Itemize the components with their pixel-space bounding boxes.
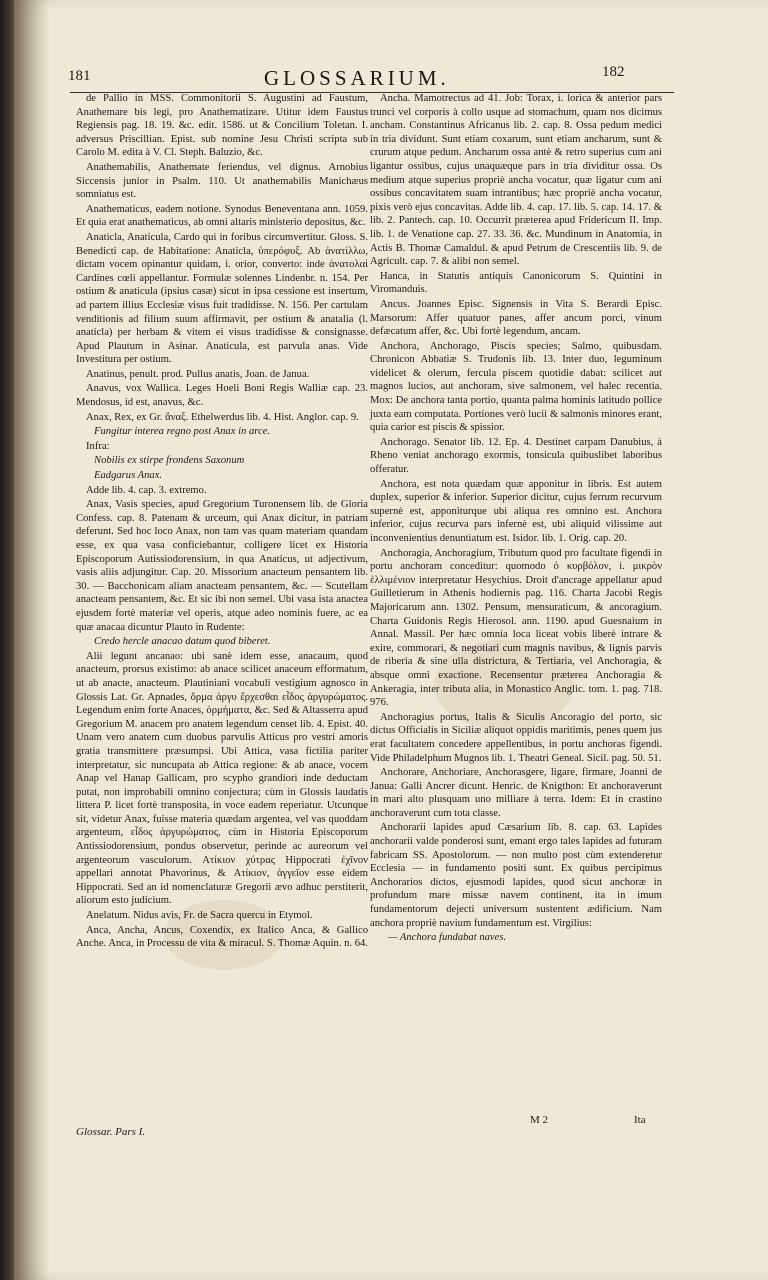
book-edge	[0, 0, 14, 1280]
glossary-paragraph: Anax, Vasis species, apud Gregorium Turonensem lib. de Gloria Confess. cap. 8. Patenam & urceum, qui Anax dicitur, in patriam deferunt. Sed hoc loco Anax, non tam vas quam materiam quandam esse, ex qua vasa conficiebantur, colligere licet ex Historia Episcoporum Autissiodorensium, in qua Anaticus, ut adjectivum, vasis aliis adjungitur. Cap. 20. Missorium anacteum pensantem lib. 30. — Bacchonicam aliam anacteam pensantem, &c. — Scutellam anacteam pensantem, &c. Et sic ibi non semel. Ubi vasa ista anactea ejusdem fortè materiæ vel operis, atque adeo nominis fuere, ac ea quæ anacaa dicuntur Plauto in Rudente:	[76, 499, 368, 633]
verse-line: Nobilis ex stirpe frondens Saxonum	[94, 455, 245, 467]
glossary-paragraph: Infra:	[86, 440, 110, 452]
glossary-paragraph: Anca, Ancha, Ancus, Coxendix, ex Italico Anca, & Gallico Anche. Anca, in Processu de vita & miracul. S. Thomæ Aquin. n. 64.	[76, 924, 368, 950]
signature-note: Glossar. Pars I.	[76, 1126, 146, 1138]
glossary-paragraph: Adde lib. 4. cap. 3. extremo.	[86, 484, 207, 496]
glossary-paragraph: Anchora, Anchorago, Piscis species; Salmo, quibusdam. Chronicon Abbatiæ S. Trudonis lib. 13. Inter duo, leguminum videlicet & olerum, fercula piscem quotidie dabat: scilicet aut magnos lucios, aut anchoram, sive salmonem, vel halec recentia. Mox: De anchora tanta portio, quanta palma hominis latitudo pollice juxta eam computata. Portiones verò lucii & salmonis minores erant, quia carior est piscis & spissior.	[370, 340, 662, 434]
page-footer	[14, 1112, 768, 1142]
page-number-left: 181	[68, 68, 91, 84]
left-column	[76, 92, 368, 952]
glossary-paragraph: Hanca, in Statutis antiquis Canonicorum S. Quintini in Viromanduis.	[370, 270, 662, 296]
glossary-paragraph: Ancus. Joannes Episc. Signensis in Vita S. Berardi Episc. Marsorum: Affer quatuor panes, affer ancum porci, vinum defæcatum affer, &c. Ubi fortè legendum, ancam.	[370, 298, 662, 338]
glossary-paragraph: Anchorago. Senator lib. 12. Ep. 4. Destinet carpam Danubius, à Rheno veniat anchorago exormis, tonsicula quibuslibet laboribus offeratur.	[370, 436, 662, 476]
glossary-paragraph: Anchoragius portus, Italis & Siculis Ancoragio del porto, sic dictus Officialis in Siciliæ aliquot oppidis maritimis, penes quem jus erat facultatem concedere appellentibus, in portu anchoras figendi. Vide Philadelphum Mugnos lib. 1. Theatri Geneal. Sicil. pag. 50. 51.	[370, 711, 662, 764]
glossary-paragraph: Ancha. Mamotrectus ad 41. Job: Torax, i. lorica & anterior pars trunci vel corporis à collo usque ad stomachum, quam nos dicimus ancham. Constantinus Africanus lib. 2. cap. 8. Ossa pedum medici in tria dividunt. Sunt etiam coxarum, sunt etiam ancharum, sunt & crurum atque pedum. Ancharum ossa antè & retro superius cum ani ligantur ossibus, cujus unaquæque pars in tria dividitur ossa. Os medium atque superius propriè ancha vocatur, quæ ligatur cum ani ossibus concavitatem suam intrantibus; hæc propriè ancha vocatur, pixis verò ejus concavitas. Adde lib. 4. cap. 17. lib. 5. cap. 14. 17. & lib. 2. Pantech. cap. 10. Occurrit præterea apud Fridericum II. Imp. lib. 1. de Venatione cap. 27. 33. 36. &c. Mundinum in Anatomia, in Actis B. Thomæ Camaldul. & apud Petrum de Crescentiis lib. 9. de Agricult. cap. 7. & alibi non semel.	[370, 93, 662, 268]
book-page	[14, 0, 768, 1280]
glossary-paragraph: Anaticla, Anaticula, Cardo qui in foribus circumvertitur. Gloss. S. Benedicti cap. de Habitatione: Anaticla, ὑπερόφυξ. Ab ἀνατίλλω, dictam vocem opinantur quidam, i. orior, converto: inde ἀνατολαὶ Cardines cœli appellantur. Formulæ solennes Lindenbr. n. 154. Per ostium & anaticula (ipsius casæ) sicut in ipsa cessione est insertum, ad partem illius Ecclesiæ visus fuit tradidisse. N. 156. Per cartulam venditionis ad filium suum affirmavit, per ostium & anatalia (l. anaticla) per herbam & vitem ei visus tradidisse & consignasse. Apud Plautum in Asinar. Anaticula, est parvula anas. Vide Investitura per ostium.	[76, 231, 368, 366]
glossary-paragraph: Anatinus, penult. prod. Pullus anatis, Joan. de Janua.	[86, 368, 310, 380]
glossary-paragraph: Anathematicus, eadem notione. Synodus Beneventana ann. 1059. Et quia erat anathematicus, ab omni altaris ministerio depositus, &c.	[76, 203, 368, 229]
glossary-paragraph: Anavus, vox Wallica. Leges Hoeli Boni Regis Walliæ cap. 23. Mendosus, id est, anavus, &c.	[76, 383, 368, 409]
glossary-paragraph: Anchorarii lapides apud Cæsarium lib. 8. cap. 63. Lapides anchorarii valde ponderosi sunt, emant ergo tales lapides ad futuram fabricam SS. Apostolorum. — non multo post cùm extenderetur Ecclesia — in fundamento positi sunt. Ex quibus percipimus Anchorarios dictos, ejusmodi lapides, quod sicut anchoræ in profundum mare missæ navem continent, ita in imum fundamentorum dejecti universum sustentent ædificium. Nam anchora propriè navium fundamentum est. Virgilius:	[370, 822, 662, 929]
running-title: GLOSSARIUM.	[264, 66, 450, 90]
glossary-paragraph: Alii legunt ancanao: ubi sanè idem esse, anacaum, quod anacteum, prorsus existimo: ab anace scilicet anaceum efformatum, ut ab anacte, anacteum. Plautiniani vocabuli vestigium agnosco in Glossis Lat. Gr. Apnades, ὅρμα ἀργυ ἔρχεσθαι εἶδος ἀργυρώματος. Legendum enim forte Anaces, ὁρμήματα, &c. Sed & Altasserra apud Gregorium M. anacem pro anatem legendum censet lib. 4. Epist. 40. Unam vero anatem cum duobus parvulis Atticus pro vestri amoris gratia transmittere præsumpsi. Ubi Attica, vasa fictilia pariter interpretatur, sic nuncupata ab Attica regione: & ab anace, vocem Anap vel Hanap Gallicam, pro scypho grandiori inde deductam putat, non improbabili omnino conjectura; cùm in Glossis laudatis littera P. licet fortè transposita, in voce eadem reperiatur. Utcunque sit, videtur Anax, fuisse materia quædam argentea, vel vas quoddam argenteum, εἶδος ἀργυρώματος, cùm in Historia Episcoporum Antissiodorensium, pondus observetur, perinde ac aureorum vel argenteorum vasculorum. Ατίκιον χύτρας Hippocrati ἐχῖνον appellari annotat Phavorinus, & Ατίκιον, ἀγγεῖον esse eidem Hippocrati. Sed an id nomenclaturæ Gregorii ævo adhuc perstiterit, aliorum esto judicium.	[76, 650, 368, 907]
glossary-paragraph: de Pallio in MSS. Commonitorii S. Augustini ad Faustum, Anathemare bis legi, pro Anathematizare. Utitur idem Faustus Regiensis pag. 18. 19. &c. edit. 1586. ut & Concilium Toletan. I. adversus Priscillian. Epist. sub nomine Jesu Christi scripta sub Carolo M. edita à V. Cl. Steph. Baluzio, &c.	[76, 93, 368, 159]
glossary-paragraph: Anchora, est nota quædam quæ apponitur in libris. Est autem duplex, superior & inferior. Superior dicitur, cujus ferrum recurvum supernè est, apponiturque ubi aliqua res omnino est. Anchora inferior, cujus recurva pars infernè est, ubi aliquid vilissime aut inconvenientius denuntiatum est. Isidor. lib. 1. Orig. cap. 20.	[370, 478, 662, 544]
right-column	[370, 92, 662, 946]
verse-line: Credo hercle anacao datum quod biberet.	[94, 636, 271, 648]
glossary-paragraph: Anax, Rex, ex Gr. ἄναξ. Ethelwerdus lib. 4. Hist. Anglor. cap. 9.	[86, 411, 359, 423]
glossary-paragraph: Anchorare, Anchoriare, Anchorasgere, ligare, firmare, Joanni de Janua: Galli Ancrer dicunt. Henric. de Knigthon: Et anchoraverunt in mari alto plusquam uno milliare à terra. Idem: Et in crastino anchoraverunt cum tota classe.	[370, 767, 662, 819]
verse-line: — Anchora fundabat naves.	[388, 932, 507, 944]
glossary-paragraph: Anchoragia, Anchoragium, Tributum quod pro facultate figendi in portu anchoram conceditur: quomodo ὁ κυρβόλον, i. μικρὸν ἐλλιμένιον interpretatur Hesychius. Droit d'ancrage appellatur apud Guilletierum in Athenis hodiernis pag. 116. Charta Jacobi Regis Majoricarum ann. 1302. Pensum, mensuraticum, & ancoragium. Charta Guidonis Regis Hierosol. ann. 1190. apud Guesnaium in Annal. Massil. Per hæc omnia loca liceat vobis liberè intrare & exire, commorari, & negotiari cum magnis navibus, & lignis parvis de riberia & sine ulla districtura, & Tertiaria, vel Anchoragia, & absque omni exactione. Recensentur præterea Anchoragia & Ankeragia, inter tributa alia, in Monastico Anglic. tom. 1. pag. 718. 976.	[370, 547, 662, 709]
glossary-paragraph: Anelatum. Nidus avis, Fr. de Sacra quercu in Etymol.	[86, 910, 313, 922]
catchword: Ita	[634, 1114, 646, 1126]
signature-mark: M 2	[530, 1114, 549, 1126]
verse-line: Eadgarus Anax.	[94, 470, 163, 482]
binding-shadow	[14, 0, 50, 1280]
verse-line: Fungitur interea regno post Anax in arce.	[94, 426, 271, 438]
glossary-paragraph: Anathemabilis, Anathemate feriendus, vel dignus. Arnobius Siccensis junior in Psalm. 110. Ut anathemabilis Manichæus somniatus est.	[76, 161, 368, 201]
page-number-right: 182	[602, 64, 625, 80]
